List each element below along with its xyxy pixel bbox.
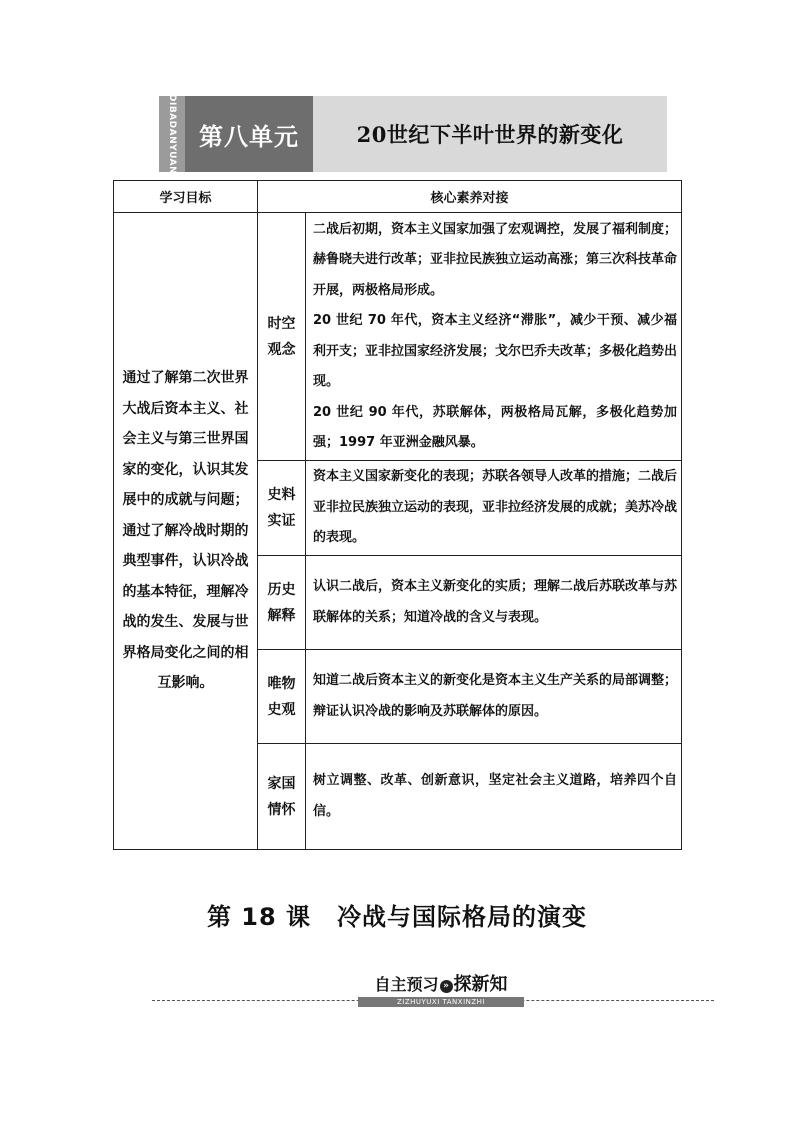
category-description [306, 650, 682, 744]
section-pinyin: ZIZHUYUXI TANXINZHI [358, 997, 524, 1007]
description-line: 二战后初期，资本主义国家加强了宏观调控，发展了福利制度；赫鲁晓夫进行改革；亚非拉民族独立运动高涨；第三次科技革命开展，两极格局形成。 [313, 221, 678, 298]
learning-goal-text: 通过了解第二次世界大战后资本主义、社会主义与第三世界国家的变化，认识其发展中的成就与问题；通过了解冷战时期的典型事件，认识冷战的基本特征，理解冷战的发生、发展与世界格局变化之间的相互影响。 [114, 213, 258, 850]
category-description [306, 744, 682, 850]
section-label-box [358, 974, 524, 1010]
section-header [152, 974, 714, 1010]
lesson-heading [0, 897, 794, 932]
category-description [306, 213, 682, 461]
category-label: 时空观念 [258, 213, 306, 461]
learning-goals-table [113, 180, 682, 850]
description-line: 认识二战后，资本主义新变化的实质；理解二战后苏联改革与苏联解体的关系；知道冷战的含义与表现。 [313, 579, 678, 625]
description-line: 20 世纪 70 年代，资本主义经济“滞胀”，减少干预、减少福利开支；亚非拉国家经济发展；戈尔巴乔夫改革；多极化趋势出现。 [313, 313, 678, 389]
category-description [306, 556, 682, 650]
banner-side-tab [159, 93, 185, 175]
unit-title: 20世纪下半叶世界的新变化 [356, 122, 624, 147]
header-core-literacy: 核心素养对接 [258, 181, 682, 213]
section-part1: 自主预习 [374, 975, 439, 994]
lesson-title: 冷战与国际格局的演变 [337, 903, 588, 931]
header-learning-goal: 学习目标 [114, 181, 258, 213]
section-label [358, 974, 524, 996]
category-label: 历史解释 [258, 556, 306, 650]
double-arrow-icon: » [440, 980, 453, 993]
banner-title-box [313, 96, 667, 172]
category-label: 唯物史观 [258, 650, 306, 744]
description-line: 资本主义国家新变化的表现；苏联各领导人改革的措施；二战后亚非拉民族独立运动的表现，亚非拉经济发展的成就；美苏冷战的表现。 [313, 469, 678, 546]
banner-unit-label [185, 96, 313, 172]
unit-number: 第八单元 [199, 122, 299, 151]
unit-banner [159, 93, 667, 175]
description-line: 树立调整、改革、创新意识，坚定社会主义道路，培养四个自信。 [313, 773, 678, 819]
section-part2: 探新知 [453, 974, 508, 995]
table-row [114, 213, 682, 461]
lesson-number: 第 18 课 [206, 903, 312, 931]
table-header-row [114, 181, 682, 213]
category-description [306, 461, 682, 556]
banner-side-text: DIBADANYUAN [167, 93, 177, 175]
description-line: 知道二战后资本主义的新变化是资本主义生产关系的局部调整；辩证认识冷战的影响及苏联解体的原因。 [313, 673, 678, 719]
description-line: 20 世纪 90 年代，苏联解体，两极格局瓦解，多极化趋势加强；1997 年亚洲金融风暴。 [313, 404, 678, 450]
category-label: 史料实证 [258, 461, 306, 556]
category-label: 家国情怀 [258, 744, 306, 850]
